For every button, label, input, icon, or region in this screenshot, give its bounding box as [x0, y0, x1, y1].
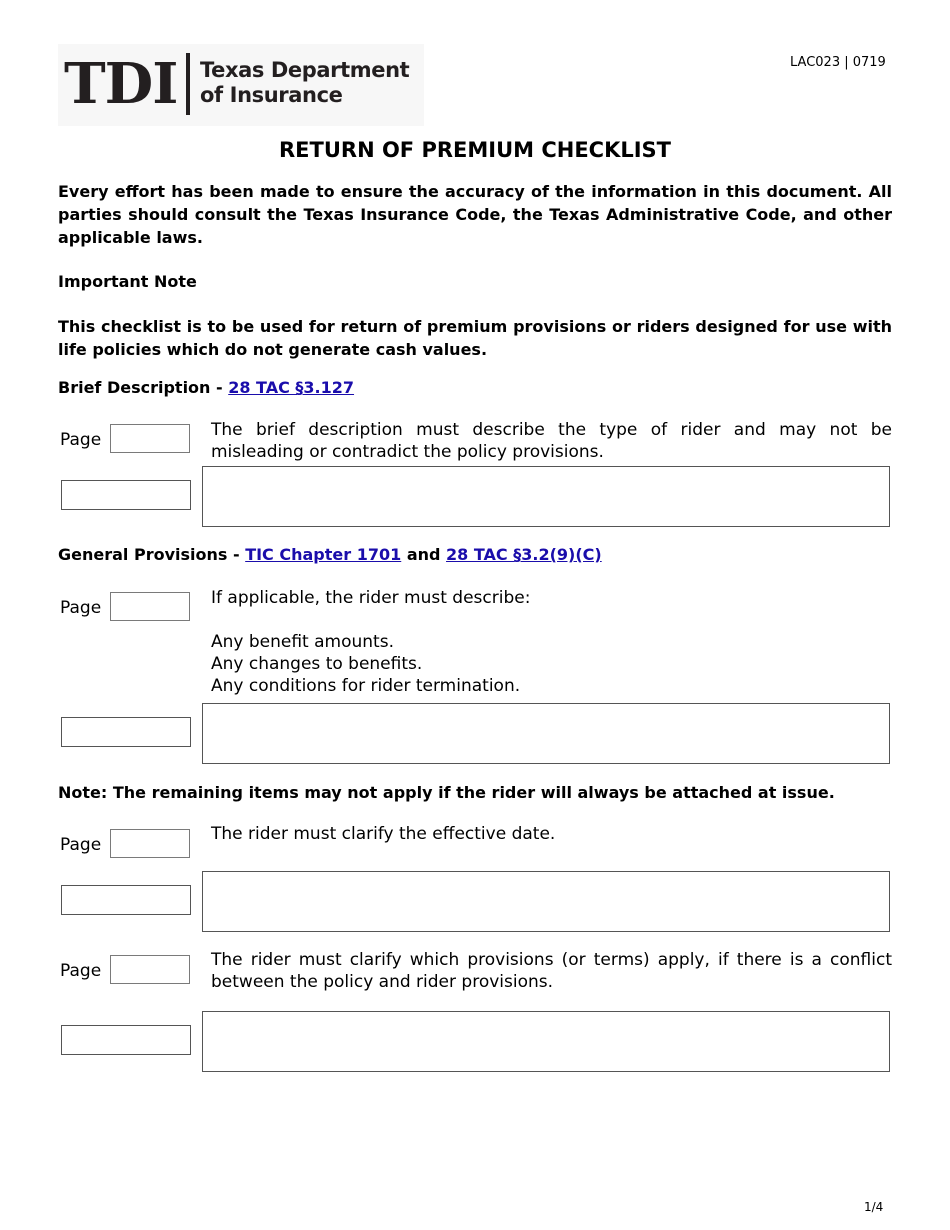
brief-description-label: Brief Description - [58, 378, 229, 397]
agency-name [200, 58, 409, 108]
general-provisions-joiner: and [401, 545, 447, 564]
brief-comment-field[interactable] [202, 466, 890, 527]
effective-comment-field[interactable] [202, 871, 890, 932]
general-comment-field[interactable] [202, 703, 890, 764]
conflict-page-input[interactable] [110, 955, 190, 984]
brief-check-input[interactable] [61, 480, 191, 510]
effective-page-input[interactable] [110, 829, 190, 858]
tic-chapter-1701-link[interactable]: TIC Chapter 1701 [245, 545, 402, 564]
remaining-items-note: Note: The remaining items may not apply if the rider will always be attached at issue. [58, 783, 835, 802]
important-note-heading: Important Note [58, 272, 197, 291]
conflict-page-label: Page [60, 961, 102, 981]
page-title: RETURN OF PREMIUM CHECKLIST [279, 138, 671, 162]
general-check-input[interactable] [61, 717, 191, 747]
tdi-logo: TDI [64, 51, 178, 117]
logo-divider [186, 53, 190, 115]
general-provisions-label: General Provisions - [58, 545, 246, 564]
effective-check-input[interactable] [61, 885, 191, 915]
brief-requirement: The brief description must describe the type of rider and may not be misleading or contradict the policy provisions. [211, 420, 892, 462]
general-intro: If applicable, the rider must describe: [211, 588, 531, 608]
disclaimer-text: Every effort has been made to ensure the accuracy of the information in this document. All parties should consult the Texas Insurance Code, the Texas Administrative Code, and other applicable laws. [58, 182, 892, 247]
general-items-list [211, 631, 892, 697]
general-page-input[interactable] [110, 592, 190, 621]
conflict-check-input[interactable] [61, 1025, 191, 1055]
agency-name-line2: of Insurance [200, 83, 343, 107]
conflict-comment-field[interactable] [202, 1011, 890, 1072]
tac-3-2-9-c-link[interactable]: 28 TAC §3.2(9)(C) [446, 545, 602, 564]
agency-name-line1: Texas Department [200, 58, 410, 82]
brief-page-input[interactable] [110, 424, 190, 453]
effective-date-requirement: The rider must clarify the effective date. [211, 824, 556, 844]
general-provisions-heading [58, 543, 602, 566]
brief-description-heading [58, 376, 354, 399]
form-code: LAC023 | 0719 [790, 55, 886, 70]
tac-3-127-link[interactable]: 28 TAC §3.127 [228, 378, 355, 397]
list-item: Any benefit amounts. [211, 632, 394, 652]
brief-page-label: Page [60, 430, 102, 450]
list-item: Any conditions for rider termination. [211, 676, 521, 696]
effective-page-label: Page [60, 835, 102, 855]
conflict-requirement: The rider must clarify which provisions (or terms) apply, if there is a conflict between the policy and rider provisions. [211, 950, 892, 992]
list-item: Any changes to benefits. [211, 654, 423, 674]
general-page-label: Page [60, 598, 102, 618]
important-note-text: This checklist is to be used for return of premium provisions or riders designed for use with life policies which do not generate cash values. [58, 317, 892, 359]
page-number: 1/4 [864, 1200, 884, 1214]
